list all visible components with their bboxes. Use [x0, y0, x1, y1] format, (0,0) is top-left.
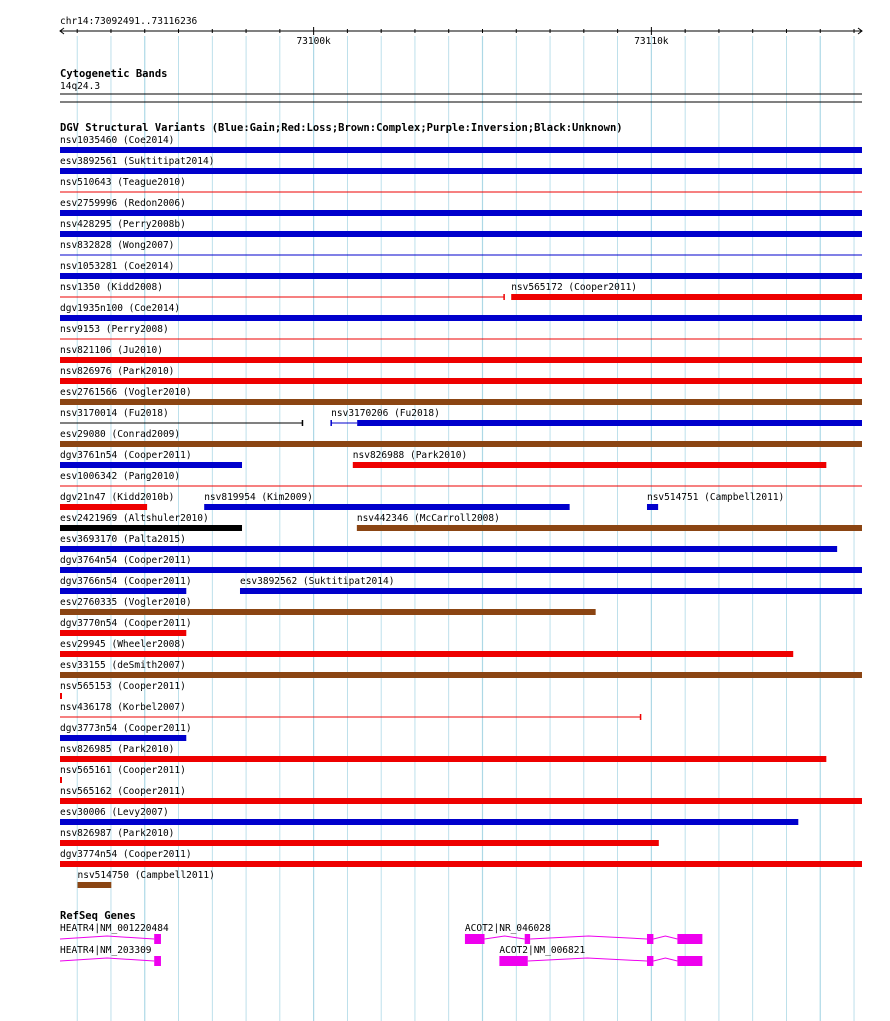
dgv-variant[interactable] — [60, 324, 862, 339]
dgv-variant[interactable] — [60, 261, 862, 279]
refseq-intron — [485, 936, 525, 939]
dgv-variant-bar — [60, 504, 147, 510]
dgv-row — [60, 450, 826, 468]
refseq-gene[interactable] — [499, 945, 702, 966]
dgv-variant-bar — [60, 693, 62, 699]
dgv-variant-label: nsv832828 (Wong2007) — [60, 240, 175, 251]
dgv-variant[interactable] — [60, 219, 862, 237]
dgv-variant[interactable] — [60, 156, 862, 174]
dgv-track-title: DGV Structural Variants (Blue:Gain;Red:Loss;Brown:Complex;Purple:Inversion;Black:Unknown) — [60, 122, 623, 134]
dgv-variant[interactable] — [60, 597, 596, 615]
dgv-variant-bar — [60, 210, 862, 216]
dgv-variant-label: esv33155 (deSmith2007) — [60, 660, 186, 671]
dgv-row — [60, 219, 862, 237]
dgv-variant-bar — [60, 315, 862, 321]
dgv-variant[interactable] — [60, 765, 186, 783]
dgv-variant-bar — [60, 357, 862, 363]
refseq-exon — [154, 934, 161, 944]
dgv-variant[interactable] — [204, 492, 569, 510]
dgv-variant-label: nsv1350 (Kidd2008) — [60, 282, 163, 293]
dgv-variant-label: nsv1035460 (Coe2014) — [60, 135, 175, 146]
dgv-row — [60, 576, 862, 594]
refseq-exon — [647, 934, 653, 944]
refseq-exon — [154, 956, 161, 966]
dgv-variant-bar — [60, 861, 862, 867]
dgv-row — [78, 870, 215, 888]
dgv-variant-label: dgv1935n100 (Coe2014) — [60, 303, 181, 314]
dgv-variant-bar — [60, 567, 862, 573]
dgv-variant[interactable] — [60, 807, 798, 825]
dgv-variant-bar — [60, 756, 826, 762]
dgv-variant-label: dgv3774n54 (Cooper2011) — [60, 849, 192, 860]
dgv-variant-label: nsv510643 (Teague2010) — [60, 177, 186, 188]
dgv-variant[interactable] — [240, 576, 862, 594]
refseq-exon — [677, 956, 702, 966]
dgv-variant[interactable] — [60, 198, 862, 216]
dgv-variant-label: nsv821106 (Ju2010) — [60, 345, 163, 356]
dgv-variant-label: esv2760335 (Vogler2010) — [60, 597, 192, 608]
dgv-variant-label: esv1006342 (Pang2010) — [60, 471, 181, 482]
dgv-variant-bar — [60, 798, 862, 804]
dgv-variant-bar — [357, 420, 862, 426]
dgv-row — [60, 303, 862, 321]
dgv-variant-bar — [60, 735, 186, 741]
dgv-variant-bar — [60, 609, 596, 615]
refseq-gene-label: HEATR4|NM_001220484 — [60, 923, 169, 934]
dgv-variant[interactable] — [60, 408, 302, 426]
dgv-variant[interactable] — [60, 639, 793, 657]
refseq-intron — [60, 958, 154, 961]
dgv-variant[interactable] — [331, 408, 862, 426]
dgv-variant-label: nsv514750 (Campbell2011) — [77, 870, 215, 881]
dgv-row — [60, 177, 862, 192]
dgv-row — [60, 366, 862, 384]
dgv-variant[interactable] — [60, 177, 862, 192]
dgv-row — [60, 702, 641, 720]
refseq-exon — [465, 934, 485, 944]
refseq-exon — [499, 956, 527, 966]
dgv-variant-label: nsv826987 (Park2010) — [60, 828, 175, 839]
dgv-variant[interactable] — [60, 492, 174, 510]
refseq-track-title: RefSeq Genes — [60, 910, 136, 922]
dgv-variant-label: esv3693170 (Palta2015) — [60, 534, 186, 545]
dgv-variant-label: nsv1053281 (Coe2014) — [60, 261, 175, 272]
dgv-variant[interactable] — [60, 135, 862, 153]
dgv-variant-bar — [60, 630, 186, 636]
dgv-variant[interactable] — [647, 492, 784, 510]
dgv-row — [60, 765, 186, 783]
dgv-variant-label: esv2761566 (Vogler2010) — [60, 387, 192, 398]
dgv-variant[interactable] — [60, 345, 862, 363]
dgv-variant-bar — [60, 231, 862, 237]
dgv-variant-bar — [60, 462, 242, 468]
dgv-row — [60, 744, 826, 762]
dgv-variant[interactable] — [60, 303, 862, 321]
dgv-variant[interactable] — [60, 555, 862, 573]
dgv-variant-bar — [240, 588, 862, 594]
cytoband-track[interactable] — [60, 68, 862, 102]
dgv-variant-bar — [511, 294, 862, 300]
refseq-gene-label: ACOT2|NR_046028 — [464, 923, 551, 934]
dgv-variant-label: dgv3761n54 (Cooper2011) — [60, 450, 192, 461]
dgv-row — [60, 240, 862, 255]
dgv-row — [60, 324, 862, 339]
ruler-track — [60, 16, 862, 47]
dgv-row — [60, 408, 862, 426]
refseq-intron — [653, 958, 677, 961]
dgv-row — [60, 156, 862, 174]
dgv-variant-bar — [357, 525, 862, 531]
dgv-row — [60, 471, 862, 486]
dgv-variant-bar — [60, 168, 862, 174]
dgv-variant-bar — [60, 147, 862, 153]
dgv-variant-label: dgv3773n54 (Cooper2011) — [60, 723, 192, 734]
dgv-row — [60, 849, 862, 867]
ruler-location-label: chr14:73092491..73116236 — [60, 16, 198, 27]
dgv-variant-label: dgv3764n54 (Cooper2011) — [60, 555, 192, 566]
dgv-variant[interactable] — [60, 744, 826, 762]
dgv-track — [60, 122, 862, 888]
dgv-row — [60, 492, 784, 510]
dgv-variant[interactable] — [60, 282, 504, 300]
dgv-variant-label: nsv3170014 (Fu2018) — [60, 408, 169, 419]
dgv-variant-label: nsv826988 (Park2010) — [352, 450, 468, 461]
dgv-variant-label: nsv436178 (Korbel2007) — [60, 702, 186, 713]
dgv-row — [60, 345, 862, 363]
dgv-variant-label: nsv428295 (Perry2008b) — [60, 219, 186, 230]
dgv-variant[interactable] — [60, 471, 862, 486]
dgv-variant-label: esv2421969 (Altshuler2010) — [60, 513, 209, 524]
dgv-variant-bar — [647, 504, 658, 510]
dgv-variant-label: nsv826985 (Park2010) — [60, 744, 175, 755]
dgv-variant-bar — [60, 525, 242, 531]
dgv-variant-bar — [60, 672, 862, 678]
dgv-variant-label: esv29945 (Wheeler2008) — [60, 639, 186, 650]
dgv-variant-bar — [60, 441, 862, 447]
dgv-variant-label: nsv565161 (Cooper2011) — [60, 765, 186, 776]
dgv-row — [60, 828, 659, 846]
dgv-row — [60, 261, 862, 279]
dgv-variant-bar — [60, 273, 862, 279]
dgv-variant-label: esv3892561 (Suktitipat2014) — [60, 156, 215, 167]
dgv-variant-bar — [60, 588, 186, 594]
refseq-intron — [60, 936, 154, 939]
dgv-row — [60, 597, 596, 615]
dgv-variant[interactable] — [60, 828, 659, 846]
dgv-variant-label: nsv565172 (Cooper2011) — [511, 282, 638, 293]
dgv-variant[interactable] — [60, 660, 862, 678]
dgv-variant-label: dgv3766n54 (Cooper2011) — [60, 576, 192, 587]
dgv-variant[interactable] — [60, 387, 862, 405]
refseq-exon — [677, 934, 702, 944]
dgv-variant[interactable] — [353, 450, 827, 468]
refseq-intron — [528, 958, 647, 961]
dgv-variant-bar — [78, 882, 112, 888]
dgv-variant-label: esv29080 (Conrad2009) — [60, 429, 181, 440]
dgv-variant-bar — [60, 378, 862, 384]
dgv-variant-label: dgv21n47 (Kidd2010b) — [60, 492, 175, 503]
dgv-variant[interactable] — [60, 618, 192, 636]
dgv-variant-bar — [60, 840, 659, 846]
dgv-variant[interactable] — [60, 450, 242, 468]
dgv-variant[interactable] — [60, 723, 192, 741]
cytoband-track-title: Cytogenetic Bands — [60, 68, 168, 80]
dgv-variant-bar — [353, 462, 827, 468]
dgv-row — [60, 660, 862, 678]
dgv-variant-bar — [60, 399, 862, 405]
dgv-variant[interactable] — [60, 576, 192, 594]
refseq-gene[interactable] — [60, 923, 169, 944]
dgv-row — [60, 135, 862, 153]
dgv-variant-bar — [60, 651, 793, 657]
dgv-variant-label: nsv565162 (Cooper2011) — [60, 786, 186, 797]
dgv-variant[interactable] — [60, 681, 186, 699]
ruler-tick-label: 73100k — [296, 36, 331, 47]
dgv-variant[interactable] — [60, 513, 242, 531]
ruler-tick-label: 73110k — [634, 36, 669, 47]
dgv-row — [60, 618, 192, 636]
dgv-variant[interactable] — [60, 366, 862, 384]
dgv-variant-bar — [204, 504, 569, 510]
dgv-variant-bar — [60, 819, 798, 825]
dgv-row — [60, 198, 862, 216]
refseq-gene-label: HEATR4|NM_203309 — [60, 945, 152, 956]
refseq-intron — [530, 936, 647, 939]
ruler-axis — [60, 27, 862, 47]
refseq-intron — [653, 936, 677, 939]
refseq-exon — [647, 956, 653, 966]
dgv-variant-label: esv3892562 (Suktitipat2014) — [239, 576, 395, 587]
dgv-row — [60, 513, 862, 531]
dgv-variant[interactable] — [60, 849, 862, 867]
dgv-variant-label: esv30006 (Levy2007) — [60, 807, 169, 818]
dgv-row — [60, 282, 862, 300]
dgv-variant[interactable] — [511, 282, 862, 300]
dgv-variant[interactable] — [60, 786, 862, 804]
dgv-variant-label: nsv9153 (Perry2008) — [60, 324, 169, 335]
dgv-features — [60, 135, 862, 888]
dgv-variant-label: nsv565153 (Cooper2011) — [60, 681, 186, 692]
dgv-row — [60, 555, 862, 573]
dgv-variant[interactable] — [60, 240, 862, 255]
dgv-row — [60, 387, 862, 405]
dgv-variant[interactable] — [78, 870, 215, 888]
dgv-variant-label: nsv514751 (Campbell2011) — [646, 492, 785, 503]
dgv-variant-label: esv2759996 (Redon2006) — [60, 198, 186, 209]
dgv-variant[interactable] — [60, 702, 641, 720]
cytoband-label: 14q24.3 — [60, 81, 101, 92]
refseq-gene[interactable] — [60, 945, 161, 966]
dgv-variant-label: nsv3170206 (Fu2018) — [331, 408, 440, 419]
refseq-gene-label: ACOT2|NM_006821 — [499, 945, 586, 956]
dgv-row — [60, 723, 192, 741]
dgv-variant-label: nsv442346 (McCarroll2008) — [356, 513, 500, 524]
dgv-variant-bar — [60, 546, 837, 552]
dgv-variant-label: nsv819954 (Kim2009) — [204, 492, 313, 503]
dgv-row — [60, 429, 862, 447]
refseq-exon — [525, 934, 530, 944]
dgv-row — [60, 807, 798, 825]
dgv-row — [60, 786, 862, 804]
dgv-variant-bar — [60, 777, 62, 783]
dgv-variant-label: nsv826976 (Park2010) — [60, 366, 175, 377]
dgv-row — [60, 681, 186, 699]
dgv-variant[interactable] — [60, 429, 862, 447]
dgv-variant-label: dgv3770n54 (Cooper2011) — [60, 618, 192, 629]
dgv-row — [60, 639, 793, 657]
